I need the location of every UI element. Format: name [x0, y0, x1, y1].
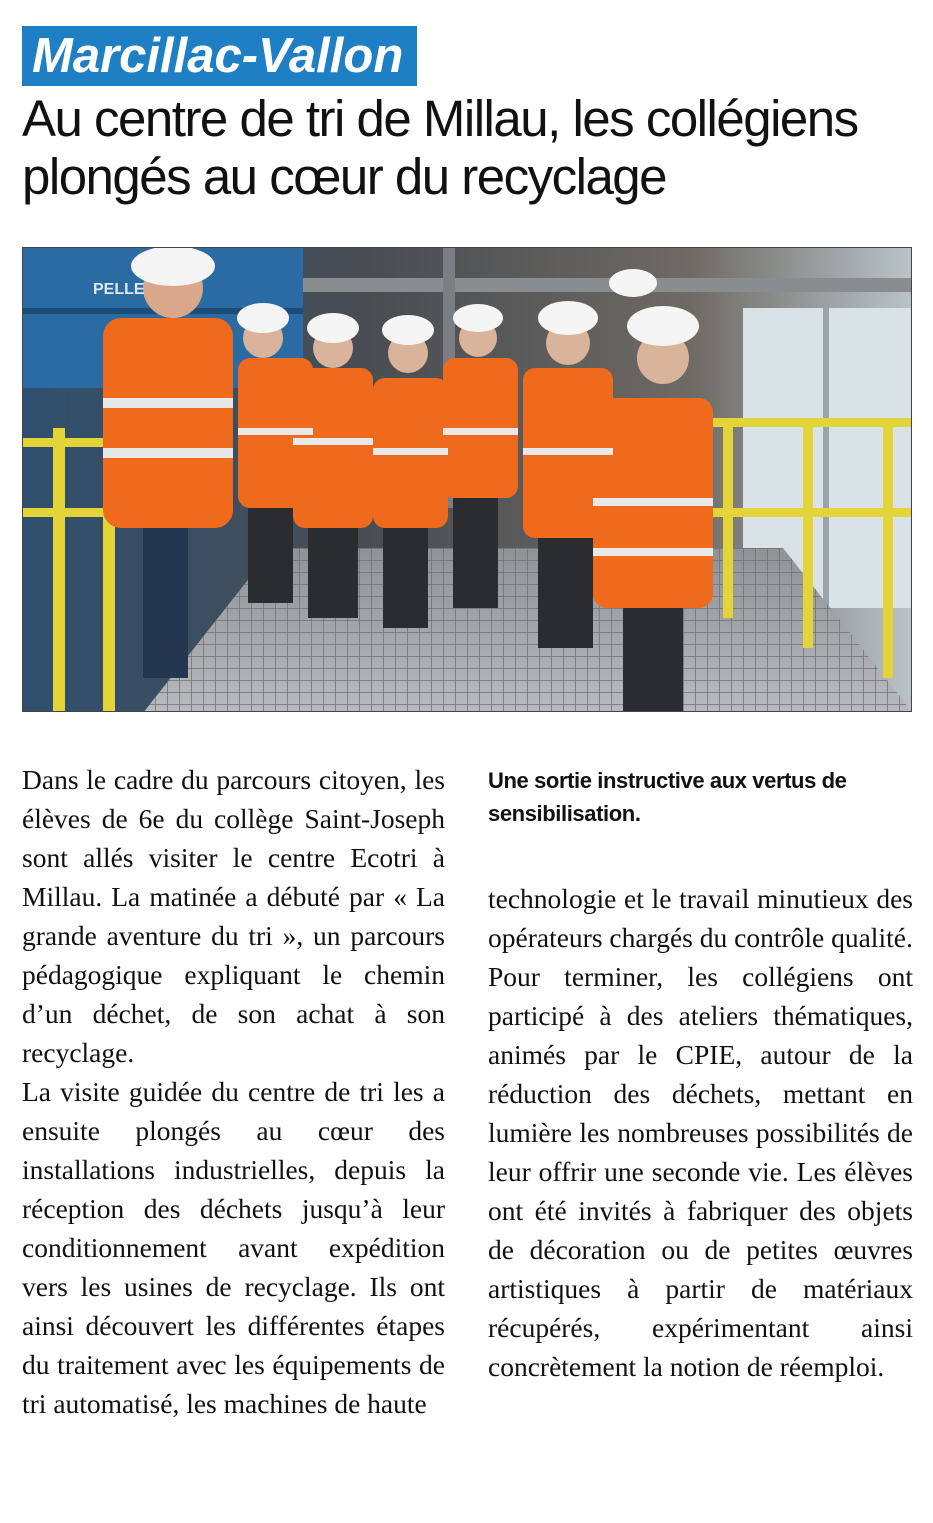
body-paragraph: Dans le cadre du parcours citoyen, les élèves de 6e du collège Saint-Joseph sont allés visiter le centre Ecotri à Millau. La matinée a débuté par « La grande aventure du tri », un parcours pédagogique expliquant le chemin d’un déchet, de son achat à son recyclage.: [22, 764, 445, 1068]
body-paragraph: technologie et le travail minutieux des opérateurs chargés du contrôle qualité.: [488, 883, 913, 953]
body-paragraph: Pour terminer, les collégiens ont participé à des ateliers thématiques, animés par le CPIE, autour de la réduction des déchets, mettant en lumière les nombreuses possibilités de leur offrir une seconde vie. Les élèves ont été invités à fabriquer des objets de décoration ou de petites œuvres artistiques à partir de matériaux récupérés, expérimentant ainsi concrètement la notion de réemploi.: [488, 961, 913, 1382]
body-column-right: [488, 879, 913, 1386]
photo-signage: PELLE: [93, 281, 145, 298]
photo-caption: Une sortie instructive aux vertus de sensibilisation.: [488, 768, 847, 826]
headline: Au centre de tri de Millau, les collégiens plongés au cœur du recyclage: [22, 90, 858, 205]
photo-illustration: [23, 248, 912, 712]
body-column-left: [22, 760, 445, 1423]
article-photo: [22, 247, 912, 712]
body-paragraph: La visite guidée du centre de tri les a ensuite plongés au cœur des installations industrielles, depuis la réception des déchets jusqu’à leur conditionnement avant expédition vers les usines de recyclage. Ils ont ainsi découvert les différentes étapes du traitement avec les équipements de tri automatisé, les machines de haute: [22, 1076, 445, 1419]
section-kicker: Marcillac-Vallon: [22, 26, 417, 86]
